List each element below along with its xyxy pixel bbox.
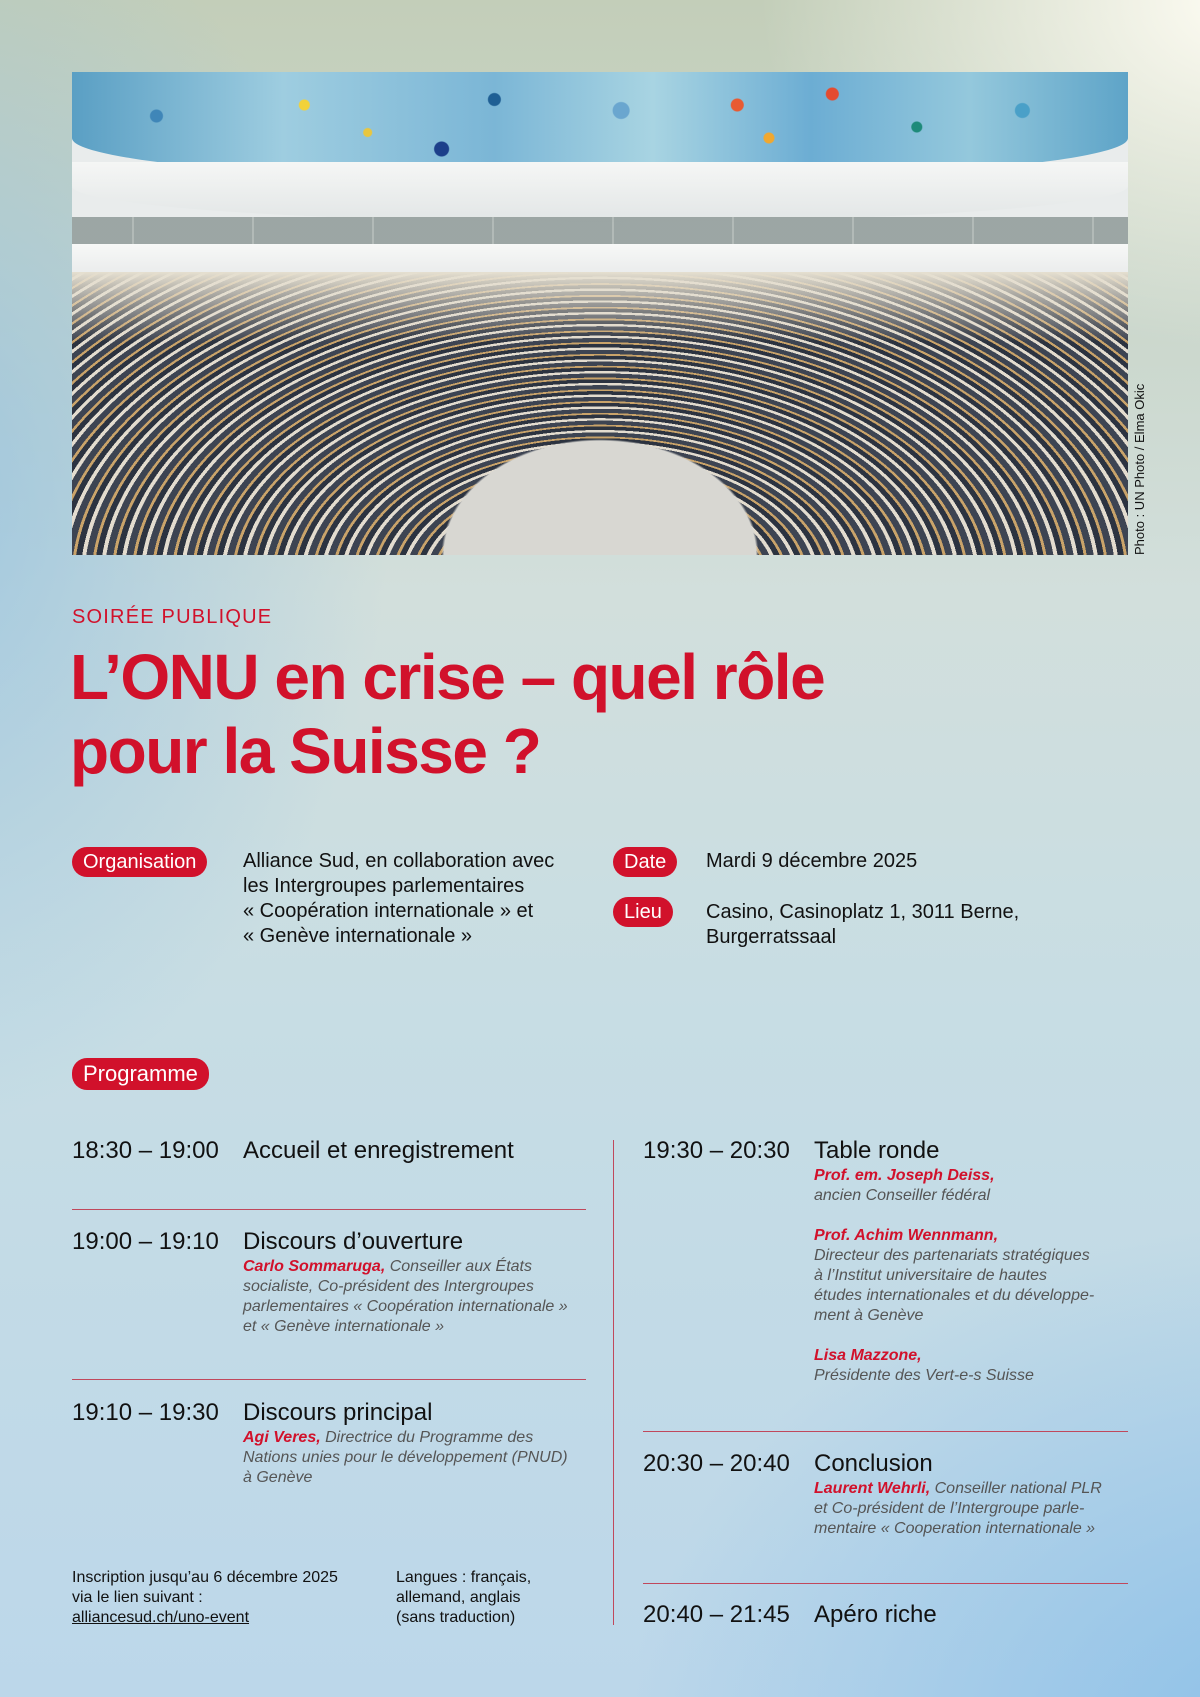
date-value: Mardi 9 décembre 2025 — [706, 850, 918, 872]
programme-time: 18:30 – 19:00 — [72, 1137, 219, 1164]
programme-body — [814, 1136, 1134, 1386]
languages-line: Langues : français, — [396, 1569, 532, 1586]
programme-time: 19:10 – 19:30 — [72, 1399, 219, 1426]
programme-label: Apéro riche — [814, 1601, 937, 1628]
speaker — [814, 1166, 1134, 1206]
speaker-role: socialiste, Co-président des Intergroupes — [243, 1278, 534, 1295]
speaker — [814, 1479, 1134, 1539]
speaker-role: mentaire « Cooperation internationale » — [814, 1520, 1096, 1537]
organisation-line: « Coopération internationale » et — [243, 900, 534, 922]
date-badge: Date — [613, 847, 677, 877]
lieu-badge: Lieu — [613, 897, 673, 927]
languages-line: allemand, anglais — [396, 1589, 521, 1606]
title-line-2: pour la Suisse ? — [70, 715, 541, 787]
speaker-role: et « Genève internationale » — [243, 1318, 445, 1335]
speaker-role: ment à Genève — [814, 1307, 924, 1324]
hero-photo — [72, 72, 1128, 555]
speaker-name: Prof. em. Joseph Deiss, — [814, 1167, 995, 1184]
programme-time: 20:40 – 21:45 — [643, 1601, 790, 1628]
languages-line: (sans traduction) — [396, 1609, 516, 1626]
column-divider — [613, 1140, 614, 1625]
programme-body — [243, 1227, 603, 1337]
programme-body — [814, 1600, 1134, 1630]
programme-time: 20:30 – 20:40 — [643, 1450, 790, 1477]
organisation-line: Alliance Sud, en collaboration avec — [243, 850, 555, 872]
lieu-line: Casino, Casinoplatz 1, 3011 Berne, — [706, 901, 1020, 923]
organisation-text — [243, 849, 603, 949]
speaker-role: études internationales et du développe- — [814, 1287, 1095, 1304]
programme-label: Table ronde — [814, 1137, 940, 1164]
speaker-role: Conseiller national PLR — [930, 1480, 1102, 1497]
speaker-name: Lisa Mazzone, — [814, 1347, 922, 1364]
registration-link[interactable]: alliancesud.ch/uno-event — [72, 1609, 250, 1626]
speaker — [243, 1257, 603, 1337]
speaker-role: Directeur des partenariats stratégiques — [814, 1247, 1090, 1264]
speaker-name: Prof. Achim Wennmann, — [814, 1227, 999, 1244]
speaker-role: parlementaires « Coopération internationale » — [243, 1298, 568, 1315]
speaker-name: Carlo Sommaruga, — [243, 1258, 386, 1275]
programme-label: Discours principal — [243, 1399, 433, 1426]
registration-deadline: Inscription jusqu’au 6 décembre 2025 — [72, 1569, 338, 1586]
organisation-badge: Organisation — [72, 847, 207, 877]
title-line-1: L’ONU en crise – quel rôle — [70, 641, 825, 713]
organisation-line: « Genève internationale » — [243, 925, 473, 947]
speaker-role: et Co-président de l’Intergroupe parle- — [814, 1500, 1085, 1517]
speaker-role: Directrice du Programme des — [320, 1429, 534, 1446]
programme-body — [814, 1449, 1134, 1539]
registration-info — [72, 1568, 372, 1628]
divider — [72, 1379, 586, 1380]
programme-body — [243, 1398, 603, 1488]
programme-label: Conclusion — [814, 1450, 933, 1477]
registration-via: via le lien suivant : — [72, 1589, 203, 1606]
programme-label: Accueil et enregistrement — [243, 1137, 514, 1164]
speaker-role: ancien Conseiller fédéral — [814, 1187, 991, 1204]
programme-time: 19:00 – 19:10 — [72, 1228, 219, 1255]
event-type-kicker: SOIRÉE PUBLIQUE — [72, 606, 273, 628]
speaker — [814, 1226, 1134, 1326]
lieu-text — [706, 900, 1106, 950]
programme-body — [243, 1136, 583, 1166]
speaker-role: Nations unies pour le développement (PNUD) — [243, 1449, 568, 1466]
assembly-hall-seating — [72, 272, 1128, 555]
speaker-role: Conseiller aux États — [385, 1258, 532, 1275]
ceiling-ring — [72, 162, 1128, 222]
speaker — [814, 1346, 1134, 1386]
programme-time: 19:30 – 20:30 — [643, 1137, 790, 1164]
gallery-windows — [72, 217, 1128, 247]
languages-info — [396, 1568, 596, 1628]
speaker-role: Présidente des Vert-e-s Suisse — [814, 1367, 1034, 1384]
divider — [643, 1431, 1128, 1432]
speaker — [243, 1428, 603, 1488]
organisation-line: les Intergroupes parlementaires — [243, 875, 525, 897]
speaker-name: Laurent Wehrli, — [814, 1480, 931, 1497]
programme-label: Discours d’ouverture — [243, 1228, 464, 1255]
page-title — [70, 640, 1070, 788]
divider — [72, 1209, 586, 1210]
speaker-role: à l’Institut universitaire de hautes — [814, 1267, 1048, 1284]
photo-credit: Photo : UN Photo / Elma Okic — [1132, 383, 1147, 555]
speaker-name: Agi Veres, — [243, 1429, 321, 1446]
programme-badge: Programme — [72, 1058, 209, 1090]
lieu-line: Burgerratssaal — [706, 926, 837, 948]
speaker-role: à Genève — [243, 1469, 313, 1486]
divider — [643, 1583, 1128, 1584]
